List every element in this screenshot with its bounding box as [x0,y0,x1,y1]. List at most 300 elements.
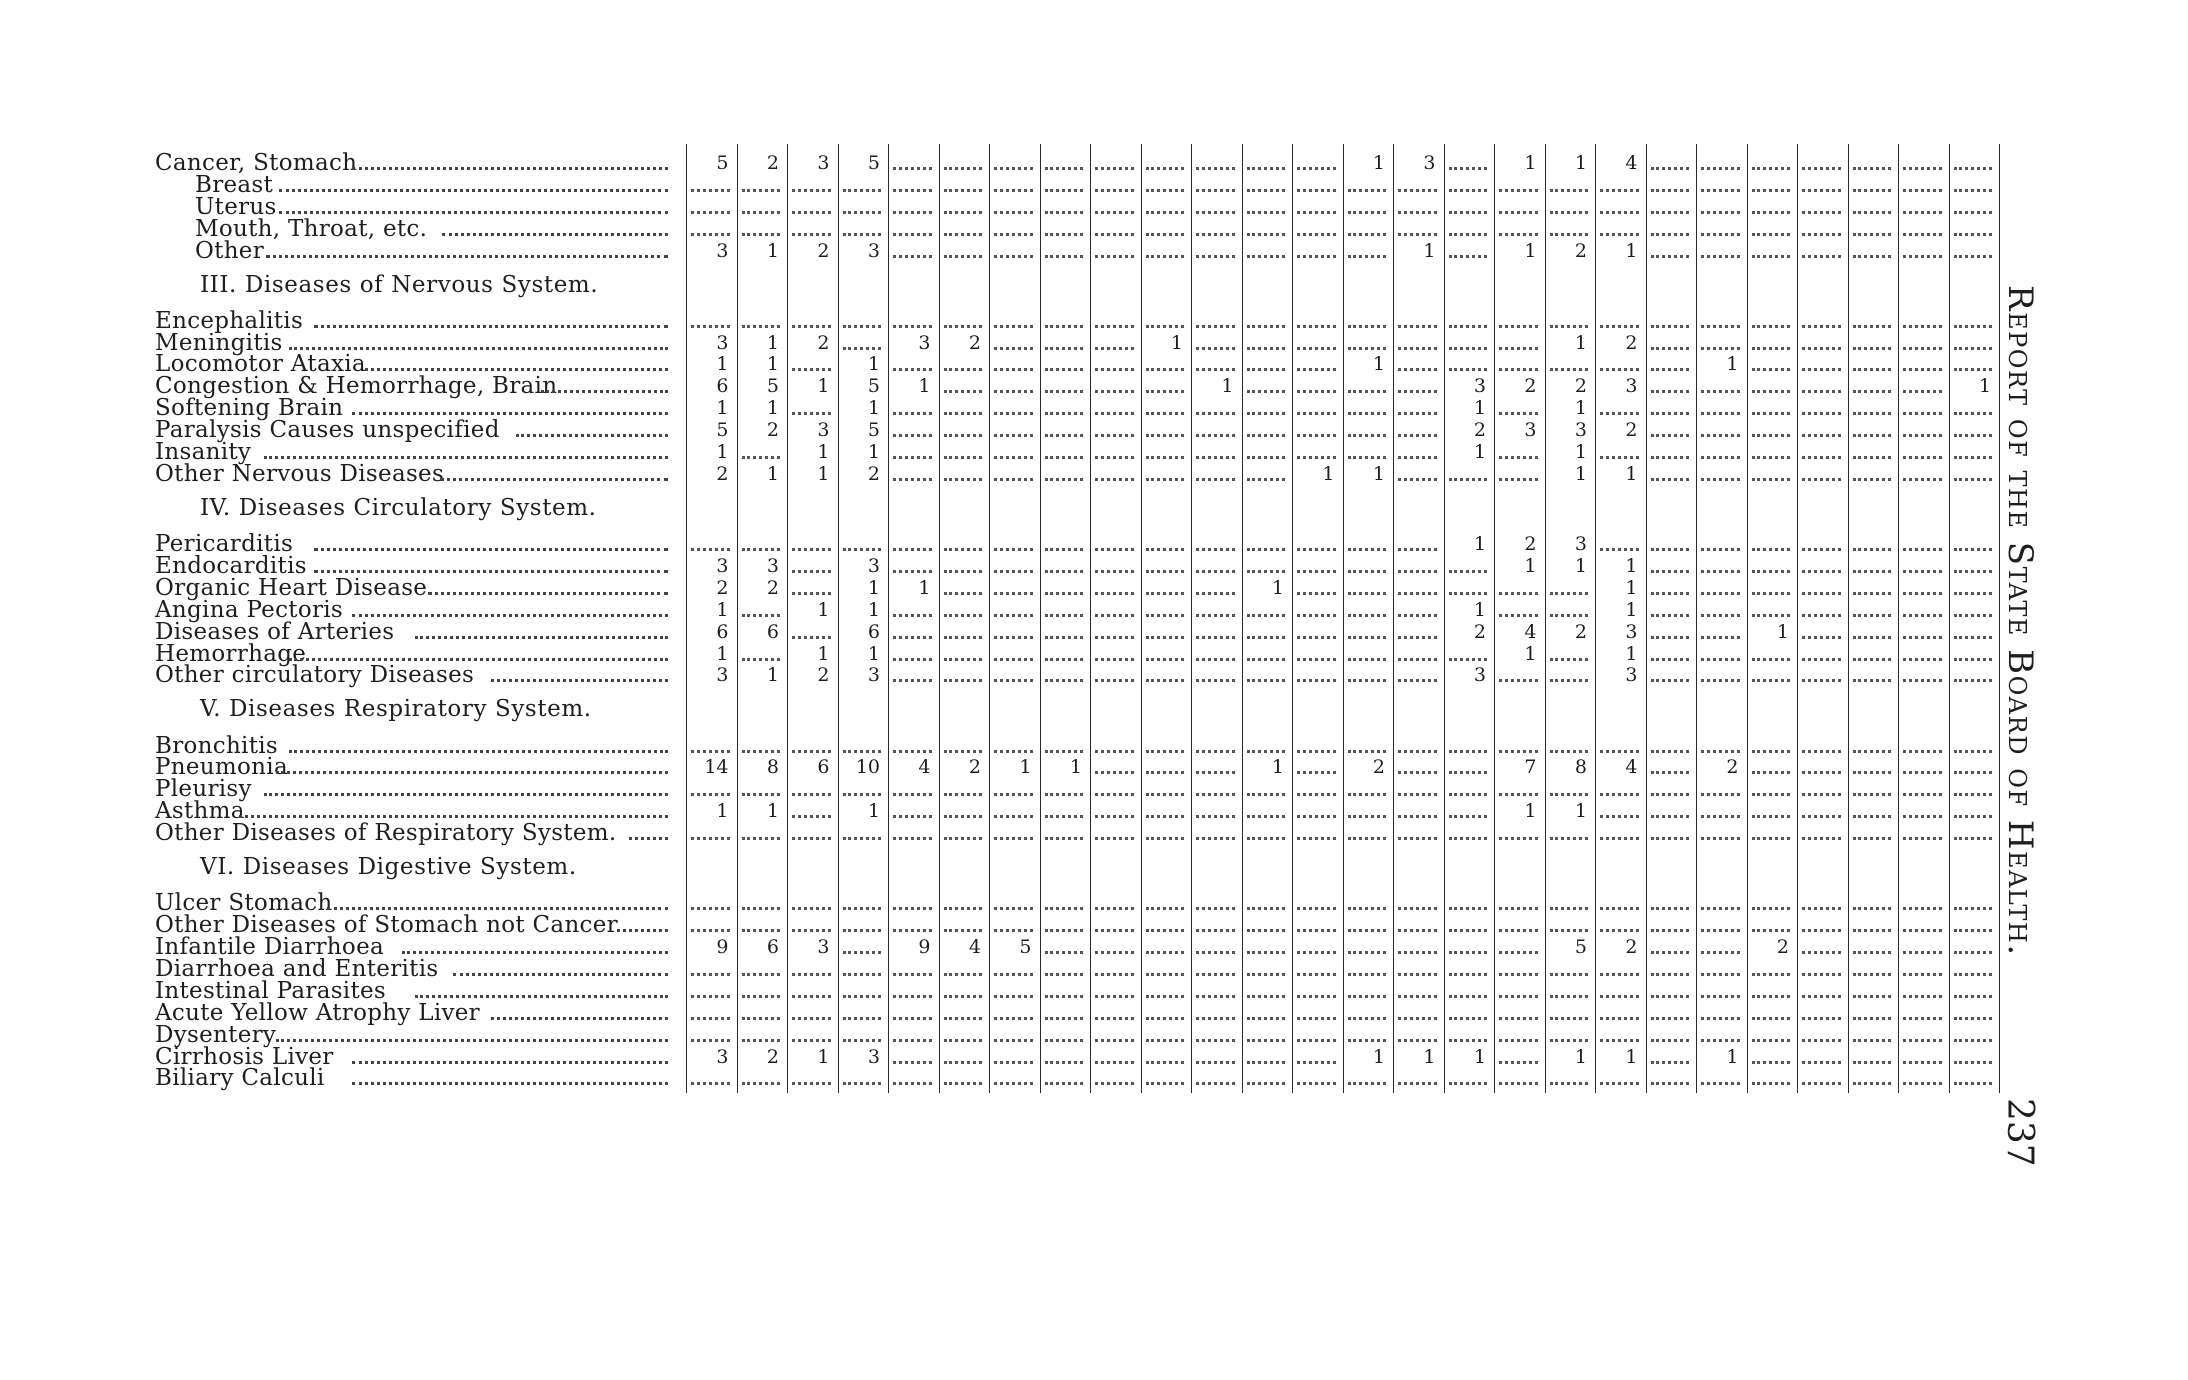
empty-cell-dots [1146,478,1185,481]
table-cell: 1 [1019,756,1032,779]
table-cell: 1 [1473,441,1486,464]
empty-cell-dots [1752,771,1791,774]
row-label: Bronchitis [155,732,279,759]
empty-cell-dots [1247,658,1286,661]
empty-cell-dots [1196,412,1235,415]
empty-cell-dots [1196,837,1235,840]
empty-cell-dots [1146,592,1185,595]
empty-cell-dots [843,347,882,350]
empty-cell-dots [1802,1017,1841,1020]
empty-cell-dots [1853,325,1892,328]
empty-cell-dots [944,211,983,214]
empty-cell-dots [1348,456,1387,459]
empty-cell-dots [1752,478,1791,481]
empty-cell-dots [1701,837,1740,840]
empty-cell-dots [691,548,730,551]
empty-cell-dots [1146,456,1185,459]
empty-cell-dots [994,1082,1033,1085]
table-cell: 1 [1625,598,1638,621]
empty-cell-dots [1600,211,1639,214]
empty-cell-dots [1651,592,1690,595]
table-cell: 2 [1776,936,1789,959]
leader-dots [352,1082,668,1085]
empty-cell-dots [994,570,1033,573]
empty-cell-dots [1247,434,1286,437]
leader-dots [491,679,668,682]
empty-cell-dots [843,189,882,192]
empty-cell-dots [1954,1039,1993,1042]
empty-cell-dots [1499,478,1538,481]
empty-cell-dots [1196,167,1235,170]
empty-cell-dots [1348,907,1387,910]
table-cell: 1 [817,642,830,665]
table-cell: 1 [867,800,880,823]
empty-cell-dots [1499,1061,1538,1064]
empty-cell-dots [1095,456,1134,459]
table-cell: 2 [766,576,779,599]
empty-cell-dots [1802,1039,1841,1042]
row-label: Diseases of Arteries [155,618,395,645]
empty-cell-dots [1196,679,1235,682]
empty-cell-dots [1802,478,1841,481]
empty-cell-dots [1701,390,1740,393]
empty-cell-dots [994,929,1033,932]
empty-cell-dots [1752,189,1791,192]
empty-cell-dots [1196,592,1235,595]
empty-cell-dots [1348,837,1387,840]
empty-cell-dots [1853,347,1892,350]
leader-dots [314,548,668,551]
leader-dots [365,368,668,371]
table-cell: 3 [716,239,729,262]
empty-cell-dots [792,973,831,976]
empty-cell-dots [994,189,1033,192]
empty-cell-dots [1348,412,1387,415]
empty-cell-dots [1449,1082,1488,1085]
empty-cell-dots [994,255,1033,258]
empty-cell-dots [1802,636,1841,639]
empty-cell-dots [1903,189,1942,192]
empty-cell-dots [994,347,1033,350]
empty-cell-dots [1853,1061,1892,1064]
empty-cell-dots [1903,390,1942,393]
table-cell: 3 [817,152,830,174]
empty-cell-dots [1196,233,1235,236]
empty-cell-dots [1045,1061,1084,1064]
empty-cell-dots [1853,255,1892,258]
empty-cell-dots [1954,347,1993,350]
empty-cell-dots [1752,995,1791,998]
table-cell: 2 [1625,936,1638,959]
empty-cell-dots [1247,548,1286,551]
column-rule [787,144,788,1093]
column-rule [1090,144,1091,1093]
empty-cell-dots [1600,368,1639,371]
empty-cell-dots [1045,347,1084,350]
table-cell: 1 [1574,331,1587,354]
empty-cell-dots [994,815,1033,818]
empty-cell-dots [1146,1039,1185,1042]
empty-cell-dots [944,815,983,818]
empty-cell-dots [1651,412,1690,415]
empty-cell-dots [944,478,983,481]
empty-cell-dots [994,412,1033,415]
table-cell: 1 [1574,462,1587,485]
empty-cell-dots [1752,837,1791,840]
empty-cell-dots [1196,973,1235,976]
empty-cell-dots [1146,951,1185,954]
empty-cell-dots [742,614,781,617]
table-cell: 1 [766,331,779,354]
empty-cell-dots [1701,951,1740,954]
empty-cell-dots [1954,368,1993,371]
empty-cell-dots [1095,636,1134,639]
empty-cell-dots [1651,347,1690,350]
empty-cell-dots [1398,750,1437,753]
table-cell: 6 [766,620,779,643]
empty-cell-dots [1550,793,1589,796]
empty-cell-dots [742,793,781,796]
empty-cell-dots [1146,233,1185,236]
empty-cell-dots [893,570,932,573]
table-cell: 3 [716,331,729,354]
empty-cell-dots [1752,1039,1791,1042]
empty-cell-dots [1398,929,1437,932]
empty-cell-dots [1499,456,1538,459]
table-cell: 2 [766,1045,779,1068]
table-cell: 3 [1524,419,1537,442]
leader-dots [442,233,668,236]
empty-cell-dots [792,233,831,236]
table-cell: 1 [867,397,880,420]
empty-cell-dots [1853,750,1892,753]
empty-cell-dots [1752,750,1791,753]
empty-cell-dots [944,793,983,796]
empty-cell-dots [994,995,1033,998]
row-label: Organic Heart Disease [155,574,428,601]
empty-cell-dots [1348,614,1387,617]
empty-cell-dots [742,1017,781,1020]
empty-cell-dots [1802,907,1841,910]
column-rule [838,144,839,1093]
table-cell: 5 [766,375,779,398]
empty-cell-dots [1398,815,1437,818]
empty-cell-dots [1903,412,1942,415]
table-cell: 1 [1221,375,1234,398]
table-cell: 5 [867,375,880,398]
empty-cell-dots [1802,390,1841,393]
empty-cell-dots [1449,347,1488,350]
empty-cell-dots [1954,233,1993,236]
table-cell: 1 [716,598,729,621]
empty-cell-dots [1146,793,1185,796]
empty-cell-dots [742,456,781,459]
empty-cell-dots [1247,929,1286,932]
empty-cell-dots [1398,837,1437,840]
empty-cell-dots [691,929,730,932]
empty-cell-dots [1701,347,1740,350]
empty-cell-dots [691,211,730,214]
table-cell: 3 [1574,533,1587,556]
empty-cell-dots [1398,478,1437,481]
empty-cell-dots [1196,434,1235,437]
empty-cell-dots [1954,771,1993,774]
empty-cell-dots [1398,951,1437,954]
empty-cell-dots [1146,658,1185,661]
empty-cell-dots [1297,368,1336,371]
table-cell: 6 [716,620,729,643]
empty-cell-dots [843,750,882,753]
table-cell: 1 [1473,397,1486,420]
empty-cell-dots [1651,456,1690,459]
empty-cell-dots [1146,570,1185,573]
empty-cell-dots [742,750,781,753]
empty-cell-dots [1651,1082,1690,1085]
table-cell: 1 [1372,462,1385,485]
empty-cell-dots [1297,951,1336,954]
empty-cell-dots [1348,929,1387,932]
empty-cell-dots [1146,679,1185,682]
empty-cell-dots [1903,973,1942,976]
row-label: Pericarditis [155,531,294,558]
empty-cell-dots [893,1082,932,1085]
column-rule [1292,144,1293,1093]
empty-cell-dots [1550,973,1589,976]
empty-cell-dots [843,211,882,214]
empty-cell-dots [1449,973,1488,976]
table-cell: 1 [1574,800,1587,823]
column-rule [1747,144,1748,1093]
empty-cell-dots [792,636,831,639]
page-number: 237 [1999,1098,2040,1167]
empty-cell-dots [1095,793,1134,796]
empty-cell-dots [1550,929,1589,932]
empty-cell-dots [893,434,932,437]
table-cell: 1 [716,642,729,665]
empty-cell-dots [1196,658,1235,661]
table-cell: 3 [1625,664,1638,687]
empty-cell-dots [1853,211,1892,214]
empty-cell-dots [691,1017,730,1020]
table-cell: 1 [1625,239,1638,262]
empty-cell-dots [1550,325,1589,328]
empty-cell-dots [1146,1017,1185,1020]
empty-cell-dots [1701,1039,1740,1042]
empty-cell-dots [742,929,781,932]
empty-cell-dots [1954,412,1993,415]
leader-dots [453,973,668,976]
empty-cell-dots [1499,679,1538,682]
empty-cell-dots [1348,815,1387,818]
empty-cell-dots [1954,658,1993,661]
empty-cell-dots [1247,1017,1286,1020]
row-label: Acute Yellow Atrophy Liver [155,999,480,1026]
empty-cell-dots [1398,771,1437,774]
table-cell: 10 [855,756,880,779]
empty-cell-dots [893,325,932,328]
empty-cell-dots [1247,907,1286,910]
empty-cell-dots [1752,434,1791,437]
empty-cell-dots [691,973,730,976]
empty-cell-dots [1853,679,1892,682]
empty-cell-dots [994,478,1033,481]
empty-cell-dots [1752,233,1791,236]
empty-cell-dots [1196,1061,1235,1064]
empty-cell-dots [1196,570,1235,573]
empty-cell-dots [1196,548,1235,551]
empty-cell-dots [1398,1017,1437,1020]
empty-cell-dots [1398,412,1437,415]
empty-cell-dots [994,973,1033,976]
empty-cell-dots [1853,233,1892,236]
empty-cell-dots [1802,167,1841,170]
empty-cell-dots [1600,793,1639,796]
empty-cell-dots [1348,1082,1387,1085]
empty-cell-dots [1499,750,1538,753]
empty-cell-dots [1701,434,1740,437]
empty-cell-dots [1903,570,1942,573]
empty-cell-dots [1247,973,1286,976]
empty-cell-dots [994,325,1033,328]
table-cell: 2 [1625,419,1638,442]
table-cell: 1 [766,462,779,485]
empty-cell-dots [1903,679,1942,682]
empty-cell-dots [944,995,983,998]
table-cell: 5 [867,152,880,174]
table-cell: 4 [1625,756,1638,779]
leader-dots [617,929,668,932]
empty-cell-dots [1095,658,1134,661]
empty-cell-dots [1348,390,1387,393]
empty-cell-dots [1802,189,1841,192]
empty-cell-dots [1853,614,1892,617]
empty-cell-dots [1499,368,1538,371]
empty-cell-dots [1449,189,1488,192]
empty-cell-dots [944,368,983,371]
empty-cell-dots [893,793,932,796]
empty-cell-dots [1449,793,1488,796]
table-cell: 6 [817,756,830,779]
empty-cell-dots [1499,793,1538,796]
column-rule [888,144,889,1093]
empty-cell-dots [1550,233,1589,236]
running-title [2000,285,2040,957]
empty-cell-dots [792,368,831,371]
leader-dots [415,995,668,998]
empty-cell-dots [1045,837,1084,840]
empty-cell-dots [1449,325,1488,328]
table-cell: 1 [867,353,880,376]
empty-cell-dots [1398,456,1437,459]
empty-cell-dots [1651,636,1690,639]
empty-cell-dots [1701,815,1740,818]
empty-cell-dots [1600,995,1639,998]
empty-cell-dots [1146,211,1185,214]
empty-cell-dots [1297,1061,1336,1064]
empty-cell-dots [1752,1017,1791,1020]
empty-cell-dots [1348,951,1387,954]
empty-cell-dots [944,390,983,393]
empty-cell-dots [1651,390,1690,393]
empty-cell-dots [1499,1082,1538,1085]
column-rule [1444,144,1445,1093]
empty-cell-dots [1903,368,1942,371]
empty-cell-dots [1903,658,1942,661]
empty-cell-dots [1297,636,1336,639]
empty-cell-dots [1550,837,1589,840]
empty-cell-dots [1752,1082,1791,1085]
column-rule [1242,144,1243,1093]
empty-cell-dots [1903,456,1942,459]
empty-cell-dots [944,570,983,573]
empty-cell-dots [1449,570,1488,573]
empty-cell-dots [1449,211,1488,214]
empty-cell-dots [1600,973,1639,976]
table-cell: 5 [867,419,880,442]
empty-cell-dots [1348,1039,1387,1042]
empty-cell-dots [691,233,730,236]
table-cell: 2 [817,331,830,354]
leader-dots [289,347,668,350]
empty-cell-dots [944,1039,983,1042]
empty-cell-dots [1196,1039,1235,1042]
table-cell: 2 [817,664,830,687]
leader-dots [629,837,668,840]
empty-cell-dots [1297,325,1336,328]
empty-cell-dots [792,592,831,595]
empty-cell-dots [1752,548,1791,551]
empty-cell-dots [1903,995,1942,998]
empty-cell-dots [1095,750,1134,753]
empty-cell-dots [1954,815,1993,818]
empty-cell-dots [1600,815,1639,818]
empty-cell-dots [1954,478,1993,481]
leader-dots [428,592,668,595]
empty-cell-dots [1247,1082,1286,1085]
empty-cell-dots [1954,434,1993,437]
row-label: Other Diseases of Respiratory System. [155,820,617,847]
leader-dots [266,255,668,258]
empty-cell-dots [1651,233,1690,236]
column-rule [1494,144,1495,1093]
table-cell: 1 [1524,642,1537,665]
table-cell: 3 [716,1045,729,1068]
empty-cell-dots [1247,390,1286,393]
empty-cell-dots [1802,325,1841,328]
empty-cell-dots [944,907,983,910]
leader-dots [352,167,668,170]
column-rule [1141,144,1142,1093]
empty-cell-dots [792,837,831,840]
empty-cell-dots [893,815,932,818]
empty-cell-dots [1297,658,1336,661]
empty-cell-dots [893,478,932,481]
leader-dots [276,1039,668,1042]
empty-cell-dots [1146,390,1185,393]
empty-cell-dots [1802,570,1841,573]
empty-cell-dots [1651,434,1690,437]
empty-cell-dots [1954,614,1993,617]
table-cell: 3 [817,936,830,959]
empty-cell-dots [1196,478,1235,481]
empty-cell-dots [893,189,932,192]
empty-cell-dots [944,750,983,753]
empty-cell-dots [1651,658,1690,661]
empty-cell-dots [1247,189,1286,192]
empty-cell-dots [1853,478,1892,481]
table-cell: 2 [1625,331,1638,354]
empty-cell-dots [1095,995,1134,998]
